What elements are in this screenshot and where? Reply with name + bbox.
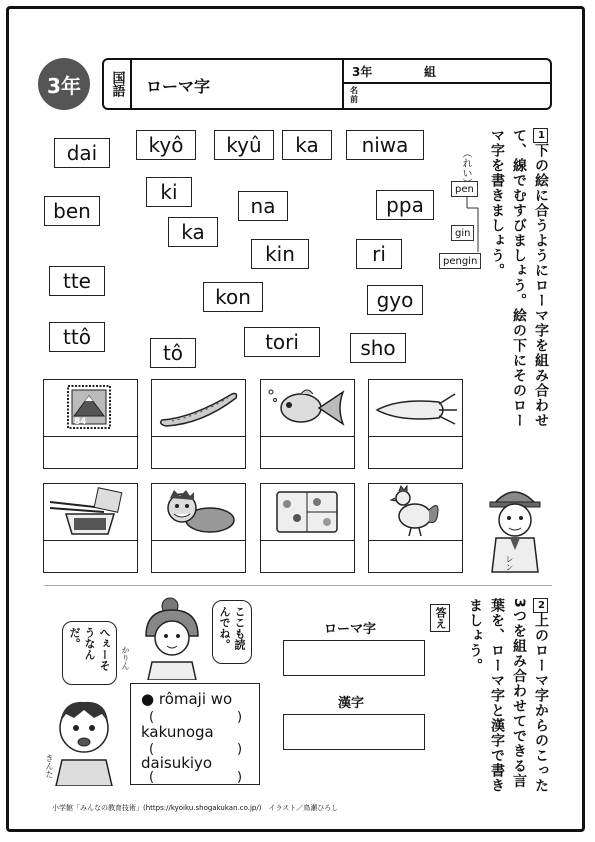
q1-instruction — [482, 128, 552, 428]
q2-instruction-text: 上のローマ字からのこった3つを組み合わせてできる言葉を、ローマ字と漢字で書きましょう。 — [467, 598, 549, 793]
cucumber-icon — [152, 380, 244, 435]
word-tile[interactable]: ttô — [49, 322, 105, 352]
picture-card-natto[interactable] — [43, 483, 138, 573]
example-word-1: pen — [451, 181, 478, 197]
header-box — [102, 58, 552, 110]
carrot-picture — [369, 380, 462, 437]
paren-close: ) — [237, 742, 243, 757]
paren-open: ( — [149, 770, 155, 785]
hint-line-3: daisukiyo — [141, 754, 213, 772]
word-tile[interactable]: tte — [49, 266, 105, 296]
kappa-icon — [152, 484, 244, 539]
class-field: 組 — [424, 65, 437, 79]
subject-label: 国語 — [104, 60, 132, 108]
section-divider — [44, 585, 552, 586]
karin-name: かりん — [121, 646, 130, 670]
word-tile[interactable]: kyû — [214, 130, 274, 160]
answer-tag: 答え — [430, 604, 450, 632]
word-tile[interactable]: ben — [44, 196, 100, 226]
word-tile[interactable]: tori — [244, 327, 320, 357]
picture-card-bento[interactable] — [260, 483, 355, 573]
grade-badge: 3年 — [38, 58, 90, 110]
picture-card-stamp[interactable] — [43, 379, 138, 469]
stamp-icon — [44, 380, 136, 435]
q2-number: 2 — [533, 598, 548, 613]
word-tile[interactable]: niwa — [346, 130, 424, 160]
word-tile[interactable]: ka — [282, 130, 332, 160]
word-tile[interactable]: tô — [150, 338, 196, 368]
carrot-icon — [369, 380, 461, 435]
picture-card-kappa[interactable] — [151, 483, 246, 573]
hint-line-2: kakunoga — [141, 723, 214, 741]
hint-box — [130, 683, 260, 785]
word-tile[interactable]: ppa — [376, 190, 434, 220]
kinta-name: きんた — [45, 754, 54, 778]
grade-field: 3年 — [352, 65, 373, 79]
paren-open: ( — [149, 710, 155, 725]
cucumber-picture — [152, 380, 245, 437]
example-word-2: gin — [451, 225, 474, 241]
bento-picture — [261, 484, 354, 541]
example-label: （れい） — [460, 148, 471, 188]
q2-instruction — [466, 598, 552, 798]
picture-card-goldfish[interactable] — [260, 379, 355, 469]
picture-card-cucumber[interactable] — [151, 379, 246, 469]
romaji-answer-box[interactable] — [283, 640, 425, 676]
footer-credit: 小学館「みんなの教育技術」(https://kyoiku.shogakukan.co.jp/) イラスト／鳥瀬ひろし — [52, 804, 339, 812]
word-tile[interactable]: ri — [356, 239, 402, 269]
character-kinta-illustration — [44, 690, 124, 786]
kanji-label: 漢字 — [338, 696, 365, 711]
grade-class-row — [342, 60, 550, 84]
example-word-3: pengin — [439, 253, 481, 269]
word-tile[interactable]: kin — [251, 239, 309, 269]
word-tile[interactable]: sho — [350, 333, 406, 363]
stamp-picture — [44, 380, 137, 437]
q1-number: 1 — [533, 128, 548, 143]
bento-icon — [261, 484, 353, 539]
goldfish-picture — [261, 380, 354, 437]
word-tile[interactable]: ki — [146, 177, 192, 207]
example-connector — [450, 196, 490, 256]
character-karin-illustration — [140, 596, 210, 680]
paren-close: ) — [237, 770, 243, 785]
word-tile[interactable]: dai — [54, 138, 110, 168]
word-tile[interactable]: kyô — [136, 130, 196, 160]
romaji-label: ローマ字 — [324, 622, 377, 637]
rooster-icon — [369, 484, 461, 539]
goldfish-icon — [261, 380, 353, 435]
word-tile[interactable]: gyo — [367, 285, 423, 315]
kanji-answer-box[interactable] — [283, 714, 425, 750]
picture-card-rooster[interactable] — [368, 483, 463, 573]
picture-card-carrot[interactable] — [368, 379, 463, 469]
kappa-picture — [152, 484, 245, 541]
word-tile[interactable]: ka — [168, 217, 218, 247]
name-label: 名前 — [350, 86, 358, 104]
kinta-speech-bubble: へぇーそうなんだ。 — [62, 621, 117, 685]
svg-text:84: 84 — [74, 417, 87, 427]
word-tile[interactable]: na — [238, 191, 288, 221]
character-ren-illustration — [480, 476, 550, 576]
hint-line-1: ● rômaji wo — [141, 690, 233, 708]
word-tile[interactable]: kon — [203, 282, 263, 312]
paren-close: ) — [237, 710, 243, 725]
natto-picture — [44, 484, 137, 541]
worksheet-title: ローマ字 — [146, 77, 211, 96]
q1-instruction-text: 下の絵に合うようにローマ字を組み合わせて、線でむすびましょう。絵の下にそのローマ字を書きましょう。 — [489, 128, 549, 428]
karin-speech-bubble: ここも読んでね。 — [212, 600, 252, 664]
paren-open: ( — [149, 742, 155, 757]
rooster-picture — [369, 484, 462, 541]
natto-icon — [44, 484, 136, 539]
ren-name: レン — [505, 555, 514, 571]
